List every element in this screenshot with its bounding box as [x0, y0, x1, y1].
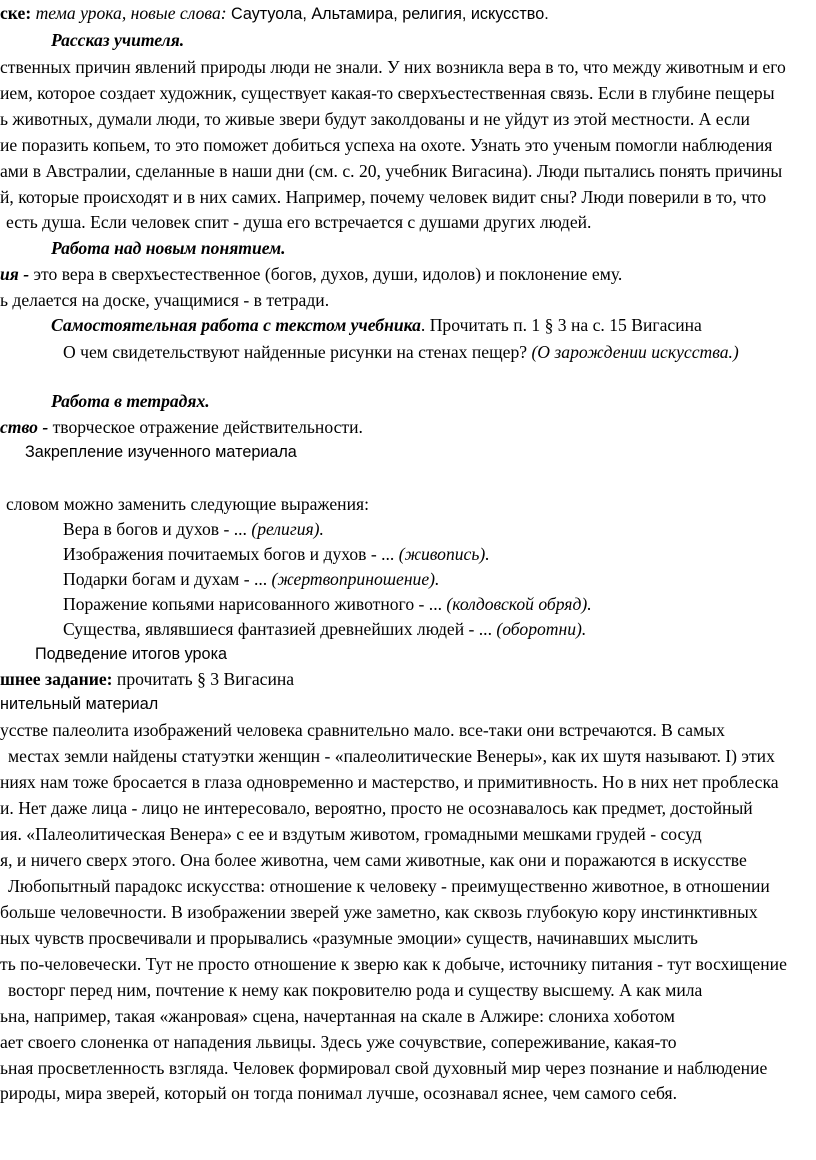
paragraph-line: ных чувств просвечивали и прорывались «разумные эмоции» существ, начинавших мыслить — [0, 928, 698, 948]
exercise-item-answer: (жертвоприношение). — [271, 569, 440, 589]
section-heading-new-concept: Работа над новым понятием. — [51, 238, 286, 258]
exercise-item-text: Существа, являвшиеся фантазией древнейших людей - ... — [63, 619, 492, 639]
paragraph-line: ьна, например, такая «жанровая» сцена, начертанная на скале в Алжире: слониха хоботом — [0, 1006, 675, 1026]
paragraph-line: я, и ничего сверх этого. Она более животна, чем сами животные, как они и поражаются в искусстве — [0, 850, 747, 870]
task-text: . Прочитать п. 1 § 3 на с. 15 Вигасина — [420, 315, 702, 335]
exercise-prompt: словом можно заменить следующие выражения: — [6, 494, 369, 514]
section-heading-independent-work: Самостоятельная работа с текстом учебника — [51, 315, 421, 335]
exercise-item — [63, 592, 592, 616]
paragraph-line: восторг перед ним, почтение к нему как покровителю рода и существу высшему. А как мила — [8, 980, 703, 1000]
exercise-item-answer: (колдовской обряд). — [446, 594, 592, 614]
paragraph-line: ами в Австралии, сделанные в наши дни (см. с. 20, учебник Вигасина). Люди пытались понять причины — [0, 161, 783, 181]
exercise-item — [63, 542, 490, 566]
exercise-item-text: Подарки богам и духам - ... — [63, 569, 268, 589]
paragraph-line: ьная просветленность взгляда. Человек формировал свой духовный мир через познание и наблюдение — [0, 1058, 768, 1078]
exercise-item-text: Поражение копьями нарисованного животного - ... — [63, 594, 442, 614]
exercise-item-text: Вера в богов и духов - ... — [63, 519, 247, 539]
paragraph-line: усстве палеолита изображений человека сравнительно мало. все-таки они встречаются. В самых — [0, 720, 725, 740]
question-line — [63, 340, 739, 364]
exercise-item-answer: (религия). — [251, 519, 324, 539]
homework-label: шнее задание: — [0, 669, 113, 689]
paragraph-line: ает своего слоненка от нападения львицы. Здесь уже сочувствие, сопереживание, какая-то — [0, 1032, 677, 1052]
independent-work-line — [51, 313, 702, 337]
paragraph-line: и. Нет даже лица - лицо не интересовало, вероятно, просто не осознавалось как предмет, достойный — [0, 798, 753, 818]
board-words: Саутуола, Альтамира, религия, искусство. — [231, 5, 549, 23]
question-answer: (О зарождении искусства.) — [531, 342, 739, 362]
paragraph-line: ь делается на доске, учащимися - в тетради. — [0, 290, 330, 310]
paragraph-line: местах земли найдены статуэтки женщин - «палеолитические Венеры», как их шутя называют. I) этих — [8, 746, 775, 766]
paragraph-line: ниях нам тоже бросается в глаза одновременно и мастерство, и примитивность. Но в них нет проблеска — [0, 772, 779, 792]
paragraph-line: ь животных, думали люди, то живые звери будут заколдованы и не уйдут из этой местности. А если — [0, 109, 750, 129]
exercise-item-answer: (живопись). — [398, 544, 490, 564]
board-label: ске: — [0, 3, 32, 23]
paragraph-line: й, которые происходят и в них самих. Например, почему человек видит сны? Люди поверили в то, что — [0, 187, 767, 207]
paragraph-line: ия. «Палеолитическая Венера» с ее и вздутым животом, громадными мешками грудей - сосуд — [0, 824, 702, 844]
section-heading-extra-material: нительный материал — [0, 695, 159, 713]
board-topic-label: тема урока, новые слова: — [35, 3, 227, 23]
exercise-item — [63, 517, 324, 541]
paragraph-line: есть душа. Если человек спит - душа его встречается с душами других людей. — [6, 212, 592, 232]
term-definition: это вера в сверхъестественное (богов, духов, души, идолов) и поклонение ему. — [29, 264, 623, 284]
paragraph-line: ием, которое создает художник, существует какая-то сверхъестественная связь. Если в глубине пещеры — [0, 83, 775, 103]
exercise-item — [63, 567, 439, 591]
section-heading-consolidation: Закрепление изученного материала — [25, 443, 297, 461]
exercise-item — [63, 617, 586, 641]
section-heading-teacher-story: Рассказ учителя. — [51, 30, 185, 50]
exercise-item-text: Изображения почитаемых богов и духов - ... — [63, 544, 395, 564]
lesson-board-line — [0, 1, 549, 26]
exercise-item-answer: (оборотни). — [496, 619, 587, 639]
paragraph-line: ть по-человечески. Тут не просто отношение к зверю как к добыче, источнику питания - тут восхищение — [0, 954, 787, 974]
paragraph-line: Любопытный парадокс искусства: отношение к человеку - преимущественно животное, в отношении — [8, 876, 770, 896]
term-label: ство - — [0, 417, 49, 437]
homework-text: прочитать § 3 Вигасина — [112, 669, 295, 689]
paragraph-line: рироды, мира зверей, который он тогда понимал лучше, осознавал яснее, чем самого себя. — [0, 1083, 677, 1103]
question-text: О чем свидетельствуют найденные рисунки на стенах пещер? — [63, 342, 528, 362]
paragraph-line: ственных причин явлений природы люди не знали. У них возникла вера в то, что между животным и его — [0, 57, 786, 77]
section-heading-summary: Подведение итогов урока — [35, 645, 228, 663]
term-definition: творческое отражение действительности. — [48, 417, 363, 437]
term-label: ия - — [0, 264, 30, 284]
definition-religion — [0, 262, 622, 286]
paragraph-line: больше человечности. В изображении зверей уже заметно, как сквозь глубокую кору инстинктивных — [0, 902, 758, 922]
paragraph-line: ие поразить копьем, то это поможет добиться успеха на охоте. Узнать это ученым помогли наблюдения — [0, 135, 773, 155]
homework-line — [0, 667, 294, 691]
section-heading-notebook-work: Работа в тетрадях. — [51, 391, 210, 411]
definition-art — [0, 415, 363, 439]
